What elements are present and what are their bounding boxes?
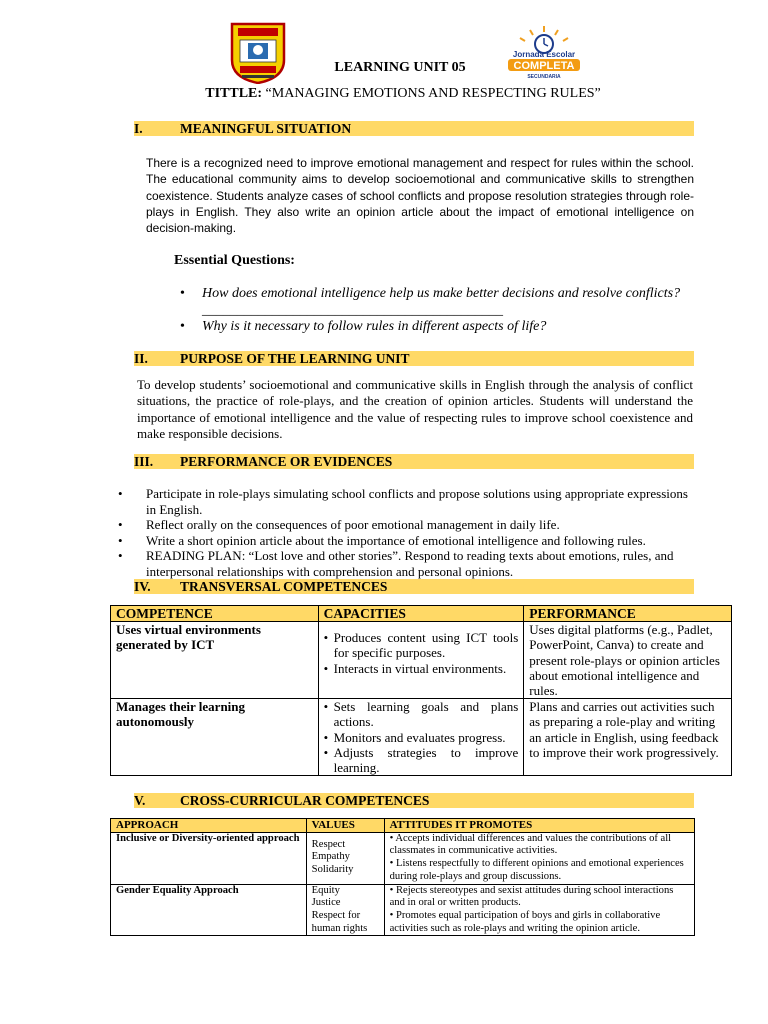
list-item: • Monitors and evaluates progress.	[323, 729, 506, 745]
table-header-row	[111, 606, 732, 622]
list-item: • Interacts in virtual environments.	[323, 660, 507, 676]
list-item: • READING PLAN: “Lost love and other stories”. Respond to reading texts about emotions, rules, and interpersonal relationships with comprehension and personal opinions.	[118, 548, 674, 579]
list-item: • Write a short opinion article about the importance of emotional intelligence and following rules.	[118, 532, 646, 548]
svg-text:SECUNDARIA: SECUNDARIA	[527, 74, 561, 80]
attitudes-cell: • Accepts individual differences and values the contributions of all classmates in communicative activities. • Listens respectfully to different opinions and emotional experiences during role-plays and group discussions.	[384, 832, 694, 884]
list-item: • Why is it necessary to follow rules in different aspects of life?	[180, 319, 547, 334]
capacities-cell	[318, 699, 524, 776]
table-row	[111, 884, 695, 936]
list-item: • How does emotional intelligence help us make better decisions and resolve conflicts? ___________________________________________	[180, 286, 681, 318]
list-item: • Reflect orally on the consequences of poor emotional management in daily life.	[118, 517, 560, 532]
section-heading-2: II. PURPOSE OF THE LEARNING UNIT	[134, 351, 694, 366]
list-item: • Produces content using ICT tools for specific purposes.	[323, 630, 519, 661]
performance-cell: Plans and carries out activities such as preparing a role-play and writing an article in English, using feedback to improve their work progressively.	[524, 699, 732, 776]
essential-questions-list	[176, 286, 686, 336]
competence-cell: Manages their learning autonomously	[111, 699, 319, 776]
page-title	[0, 86, 768, 102]
attitudes-cell: • Rejects stereotypes and sexist attitudes during school interactions and in oral or written products. • Promotes equal participation of boys and girls in collaborative activities such as role-plays and writing the opinion article.	[384, 884, 694, 936]
competence-cell: Uses virtual environments generated by ICT	[111, 622, 319, 699]
values-cell: Respect Empathy Solidarity	[306, 832, 384, 884]
cross-curricular-table	[110, 818, 695, 936]
values-cell: Equity Justice Respect for human rights	[306, 884, 384, 936]
performance-cell: Uses digital platforms (e.g., Padlet, PowerPoint, Canva) to create and present role-plays or opinion articles about emotional intelligence and rules.	[524, 622, 732, 699]
approach-cell: Inclusive or Diversity-oriented approach	[111, 832, 307, 884]
section-heading-4: IV. TRANSVERSAL COMPETENCES	[134, 579, 694, 594]
section-heading-3: III. PERFORMANCE OR EVIDENCES	[134, 454, 694, 469]
title-text: “MANAGING EMOTIONS AND RESPECTING RULES”	[265, 86, 601, 101]
transversal-competences-table	[110, 605, 732, 776]
table-header-row	[111, 819, 695, 833]
table-header-cell: VALUES	[306, 819, 384, 833]
table-header-cell: COMPETENCE	[111, 606, 319, 622]
essential-questions-label: Essential Questions:	[174, 253, 295, 268]
capacities-cell	[318, 622, 524, 699]
evidences-list	[110, 486, 690, 579]
svg-text:COMPLETA: COMPLETA	[513, 60, 575, 72]
list-item: • Participate in role-plays simulating school conflicts and propose solutions using appropriate expressions in English.	[118, 486, 688, 517]
table-header-cell: CAPACITIES	[318, 606, 524, 622]
section-heading-5: V. CROSS-CURRICULAR COMPETENCES	[134, 793, 694, 808]
purpose-text: To develop students’ socioemotional and communicative skills in English through the analysis of conflict situations, the practice of role-plays, and the creation of opinion articles. Students will understand the importance of emotional intelligence and the value of respecting rules to improve school coexistence and make responsible decisions.	[137, 377, 693, 441]
list-item: • Sets learning goals and plans actions.	[323, 699, 519, 730]
table-header-cell: PERFORMANCE	[524, 606, 732, 622]
table-header-cell: APPROACH	[111, 819, 307, 833]
section-heading-1: I. MEANINGFUL SITUATION	[134, 121, 694, 136]
table-header-cell: ATTITUDES IT PROMOTES	[384, 819, 694, 833]
table-row	[111, 699, 732, 776]
svg-text:Jornada Escolar: Jornada Escolar	[512, 50, 576, 59]
table-row	[111, 622, 732, 699]
meaningful-situation-text: There is a recognized need to improve emotional management and respect for rules within the school. The educational community aims to develop socioemotional and communicative skills to strengthen coexistence. Students analyze cases of school conflicts and propose resolution strategies through role-plays in English. They also write an opinion article about the impact of emotional intelligence on decision-making.	[146, 156, 694, 236]
unit-number: LEARNING UNIT 05	[334, 60, 466, 75]
list-item: • Adjusts strategies to improve learning.	[323, 744, 519, 776]
approach-cell: Gender Equality Approach	[111, 884, 307, 936]
table-row	[111, 832, 695, 884]
title-label: TITTLE:	[205, 86, 263, 101]
